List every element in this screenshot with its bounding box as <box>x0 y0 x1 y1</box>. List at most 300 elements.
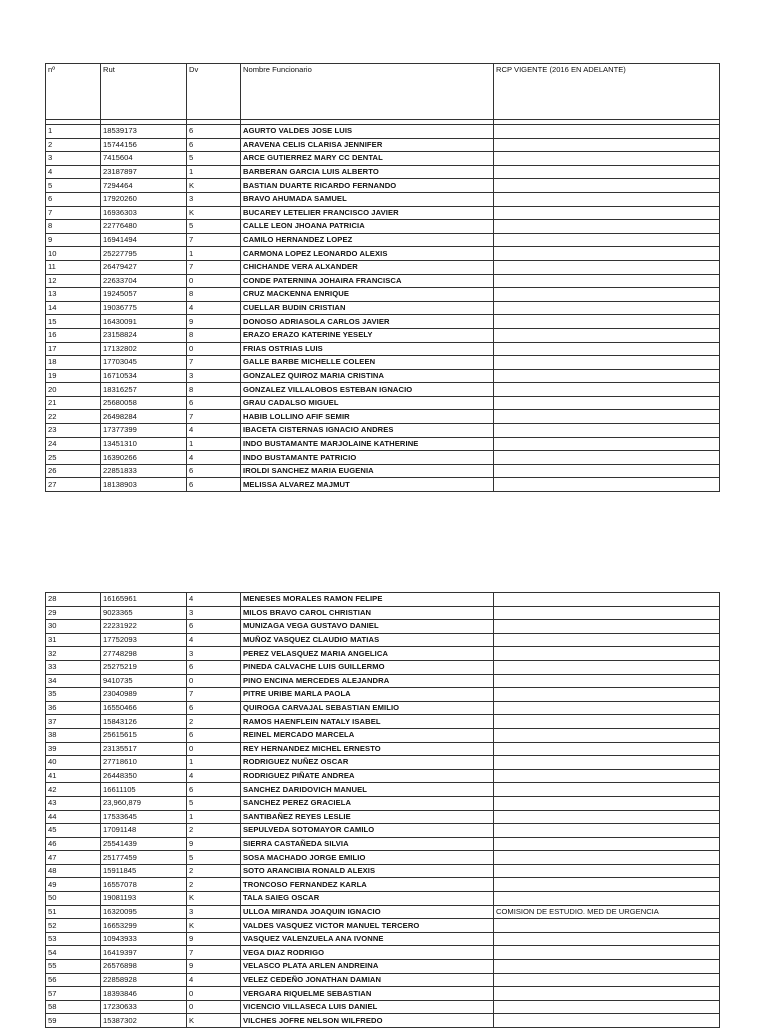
cell-dv: 4 <box>187 424 241 438</box>
cell-dv: K <box>187 892 241 906</box>
cell-number: 25 <box>46 451 101 465</box>
cell-dv: 1 <box>187 810 241 824</box>
cell-name: SANTIBAÑEZ REYES LESLIE <box>241 810 494 824</box>
cell-number: 10 <box>46 247 101 261</box>
cell-rut: 16653299 <box>101 919 187 933</box>
cell-rut: 22851833 <box>101 464 187 478</box>
cell-name: BASTIAN DUARTE RICARDO FERNANDO <box>241 179 494 193</box>
cell-rut: 17230633 <box>101 1000 187 1014</box>
cell-number: 35 <box>46 688 101 702</box>
cell-name: GALLE BARBE MICHELLE COLEEN <box>241 356 494 370</box>
cell-rut: 17703045 <box>101 356 187 370</box>
cell-name: GONZALEZ QUIROZ MARIA CRISTINA <box>241 369 494 383</box>
cell-rut: 22633704 <box>101 274 187 288</box>
table-row <box>46 728 720 742</box>
cell-name: ERAZO ERAZO KATERINE YESELY <box>241 328 494 342</box>
table-1-body <box>46 125 720 492</box>
cell-name: CARMONA LOPEZ LEONARDO ALEXIS <box>241 247 494 261</box>
table-row <box>46 220 720 234</box>
cell-name: SANCHEZ PEREZ GRACIELA <box>241 796 494 810</box>
cell-dv: 0 <box>187 342 241 356</box>
cell-rut: 19081193 <box>101 892 187 906</box>
cell-rcp <box>494 1000 720 1014</box>
cell-number: 55 <box>46 960 101 974</box>
cell-rcp: COMISION DE ESTUDIO. MED DE URGENCIA <box>494 905 720 919</box>
cell-rut: 25680058 <box>101 396 187 410</box>
cell-rut: 16390266 <box>101 451 187 465</box>
cell-name: VALDES VASQUEZ VICTOR MANUEL TERCERO <box>241 919 494 933</box>
table-row <box>46 892 720 906</box>
table-row <box>46 247 720 261</box>
cell-name: INDO BUSTAMANTE PATRICIO <box>241 451 494 465</box>
table-row <box>46 152 720 166</box>
cell-dv: K <box>187 179 241 193</box>
cell-rut: 7415604 <box>101 152 187 166</box>
cell-dv: 0 <box>187 1000 241 1014</box>
cell-dv: 4 <box>187 633 241 647</box>
cell-name: SANCHEZ DARIDOVICH MANUEL <box>241 783 494 797</box>
cell-rut: 16419397 <box>101 946 187 960</box>
cell-number: 43 <box>46 796 101 810</box>
header-number: nº <box>46 64 101 120</box>
cell-rcp <box>494 973 720 987</box>
cell-dv: 5 <box>187 796 241 810</box>
cell-name: VILCHES JOFRE NELSON WILFREDO <box>241 1014 494 1028</box>
table-row <box>46 674 720 688</box>
table-row <box>46 301 720 315</box>
cell-dv: 7 <box>187 233 241 247</box>
cell-number: 11 <box>46 260 101 274</box>
cell-rcp <box>494 260 720 274</box>
table-row <box>46 315 720 329</box>
cell-dv: 9 <box>187 960 241 974</box>
cell-dv: 9 <box>187 837 241 851</box>
cell-rcp <box>494 892 720 906</box>
cell-dv: 2 <box>187 864 241 878</box>
cell-dv: 1 <box>187 756 241 770</box>
cell-rcp <box>494 288 720 302</box>
cell-dv: 3 <box>187 369 241 383</box>
cell-rut: 25615615 <box>101 728 187 742</box>
cell-name: SOTO ARANCIBIA RONALD ALEXIS <box>241 864 494 878</box>
cell-dv: 2 <box>187 824 241 838</box>
cell-name: HABIB LOLLINO AFIF SEMIR <box>241 410 494 424</box>
cell-dv: 6 <box>187 783 241 797</box>
cell-rcp <box>494 660 720 674</box>
cell-rut: 26576898 <box>101 960 187 974</box>
table-row <box>46 932 720 946</box>
cell-rut: 17132802 <box>101 342 187 356</box>
cell-number: 39 <box>46 742 101 756</box>
cell-dv: 8 <box>187 383 241 397</box>
cell-rcp <box>494 328 720 342</box>
cell-dv: 7 <box>187 260 241 274</box>
cell-rcp <box>494 125 720 139</box>
table-row <box>46 606 720 620</box>
cell-name: SOSA MACHADO JORGE EMILIO <box>241 851 494 865</box>
cell-rcp <box>494 715 720 729</box>
cell-rcp <box>494 179 720 193</box>
cell-name: MUÑOZ VASQUEZ CLAUDIO MATIAS <box>241 633 494 647</box>
cell-name: RAMOS HAENFLEIN NATALY ISABEL <box>241 715 494 729</box>
cell-dv: 7 <box>187 946 241 960</box>
cell-rut: 19245057 <box>101 288 187 302</box>
cell-name: TALA SAIEG OSCAR <box>241 892 494 906</box>
cell-dv: 9 <box>187 932 241 946</box>
table-row <box>46 356 720 370</box>
table-row <box>46 973 720 987</box>
cell-dv: 0 <box>187 674 241 688</box>
cell-rut: 25227795 <box>101 247 187 261</box>
cell-rut: 26498284 <box>101 410 187 424</box>
cell-rcp <box>494 410 720 424</box>
table-row <box>46 179 720 193</box>
cell-rcp <box>494 946 720 960</box>
cell-rut: 16710534 <box>101 369 187 383</box>
cell-dv: 5 <box>187 220 241 234</box>
cell-name: VELEZ CEDEÑO JONATHAN DAMIAN <box>241 973 494 987</box>
cell-dv: 4 <box>187 973 241 987</box>
table-row <box>46 138 720 152</box>
cell-rcp <box>494 274 720 288</box>
cell-dv: 6 <box>187 125 241 139</box>
cell-rcp <box>494 824 720 838</box>
cell-rut: 18539173 <box>101 125 187 139</box>
cell-rcp <box>494 851 720 865</box>
cell-number: 34 <box>46 674 101 688</box>
cell-name: REINEL MERCADO MARCELA <box>241 728 494 742</box>
cell-name: VASQUEZ VALENZUELA ANA IVONNE <box>241 932 494 946</box>
cell-number: 32 <box>46 647 101 661</box>
cell-name: DONOSO ADRIASOLA CARLOS JAVIER <box>241 315 494 329</box>
cell-name: PITRE URIBE MARLA PAOLA <box>241 688 494 702</box>
cell-number: 42 <box>46 783 101 797</box>
cell-rut: 25275219 <box>101 660 187 674</box>
table-row <box>46 464 720 478</box>
cell-name: VICENCIO VILLASECA LUIS DANIEL <box>241 1000 494 1014</box>
table-row <box>46 125 720 139</box>
table-row <box>46 633 720 647</box>
cell-number: 23 <box>46 424 101 438</box>
cell-name: PINO ENCINA MERCEDES ALEJANDRA <box>241 674 494 688</box>
cell-number: 15 <box>46 315 101 329</box>
cell-name: VEGA DIAZ RODRIGO <box>241 946 494 960</box>
cell-number: 2 <box>46 138 101 152</box>
cell-number: 13 <box>46 288 101 302</box>
cell-rut: 16165961 <box>101 593 187 607</box>
table-row <box>46 593 720 607</box>
table-row <box>46 851 720 865</box>
cell-rcp <box>494 1014 720 1028</box>
cell-name: GRAU CADALSO MIGUEL <box>241 396 494 410</box>
table-row <box>46 878 720 892</box>
cell-rcp <box>494 783 720 797</box>
cell-dv: 6 <box>187 464 241 478</box>
cell-dv: 3 <box>187 192 241 206</box>
cell-number: 24 <box>46 437 101 451</box>
cell-number: 12 <box>46 274 101 288</box>
staff-table-1 <box>45 63 720 492</box>
cell-rcp <box>494 837 720 851</box>
cell-rut: 16320095 <box>101 905 187 919</box>
cell-number: 7 <box>46 206 101 220</box>
cell-rut: 18316257 <box>101 383 187 397</box>
cell-dv: 3 <box>187 606 241 620</box>
cell-dv: 8 <box>187 328 241 342</box>
cell-number: 1 <box>46 125 101 139</box>
cell-rcp <box>494 593 720 607</box>
cell-dv: 6 <box>187 660 241 674</box>
cell-dv: K <box>187 206 241 220</box>
cell-dv: 6 <box>187 396 241 410</box>
cell-dv: 4 <box>187 769 241 783</box>
cell-number: 52 <box>46 919 101 933</box>
cell-rut: 16941494 <box>101 233 187 247</box>
cell-dv: K <box>187 919 241 933</box>
table-row <box>46 260 720 274</box>
cell-rut: 15911845 <box>101 864 187 878</box>
cell-rut: 17377399 <box>101 424 187 438</box>
cell-name: TRONCOSO FERNANDEZ KARLA <box>241 878 494 892</box>
table-row <box>46 451 720 465</box>
cell-number: 22 <box>46 410 101 424</box>
cell-rcp <box>494 152 720 166</box>
cell-dv: 7 <box>187 688 241 702</box>
cell-rut: 16611105 <box>101 783 187 797</box>
table-row <box>46 864 720 878</box>
cell-number: 5 <box>46 179 101 193</box>
table-row <box>46 1014 720 1028</box>
cell-rcp <box>494 633 720 647</box>
cell-dv: 6 <box>187 728 241 742</box>
cell-dv: 6 <box>187 701 241 715</box>
cell-name: ARAVENA CELIS CLARISA JENNIFER <box>241 138 494 152</box>
cell-number: 49 <box>46 878 101 892</box>
cell-name: ULLOA MIRANDA JOAQUIN IGNACIO <box>241 905 494 919</box>
cell-rut: 27718610 <box>101 756 187 770</box>
cell-number: 58 <box>46 1000 101 1014</box>
cell-dv: 6 <box>187 620 241 634</box>
cell-dv: 1 <box>187 437 241 451</box>
cell-dv: 1 <box>187 165 241 179</box>
cell-number: 8 <box>46 220 101 234</box>
cell-rut: 18138903 <box>101 478 187 492</box>
table-row <box>46 396 720 410</box>
cell-rut: 16557078 <box>101 878 187 892</box>
cell-rcp <box>494 701 720 715</box>
cell-rcp <box>494 919 720 933</box>
cell-rut: 17752093 <box>101 633 187 647</box>
cell-number: 45 <box>46 824 101 838</box>
cell-rcp <box>494 796 720 810</box>
table-row <box>46 810 720 824</box>
header-name: Nombre Funcionario <box>241 64 494 120</box>
cell-rut: 17091148 <box>101 824 187 838</box>
cell-rut: 22858928 <box>101 973 187 987</box>
cell-number: 19 <box>46 369 101 383</box>
table-row <box>46 410 720 424</box>
cell-rcp <box>494 606 720 620</box>
cell-name: MILOS BRAVO CAROL CHRISTIAN <box>241 606 494 620</box>
cell-name: BUCAREY LETELIER FRANCISCO JAVIER <box>241 206 494 220</box>
table-2-body <box>46 593 720 1028</box>
table-row <box>46 742 720 756</box>
cell-name: PINEDA CALVACHE LUIS GUILLERMO <box>241 660 494 674</box>
header-dv: Dv <box>187 64 241 120</box>
table-row <box>46 960 720 974</box>
cell-rut: 26479427 <box>101 260 187 274</box>
cell-number: 26 <box>46 464 101 478</box>
cell-rcp <box>494 396 720 410</box>
cell-name: IBACETA CISTERNAS IGNACIO ANDRES <box>241 424 494 438</box>
cell-name: MENESES MORALES RAMON FELIPE <box>241 593 494 607</box>
cell-name: SIERRA CASTAÑEDA SILVIA <box>241 837 494 851</box>
cell-rcp <box>494 342 720 356</box>
cell-name: BARBERAN GARCIA LUIS ALBERTO <box>241 165 494 179</box>
cell-name: BRAVO AHUMADA SAMUEL <box>241 192 494 206</box>
cell-rut: 9023365 <box>101 606 187 620</box>
cell-rcp <box>494 688 720 702</box>
cell-rcp <box>494 756 720 770</box>
table-row <box>46 342 720 356</box>
table-row <box>46 783 720 797</box>
table-row <box>46 647 720 661</box>
table-row <box>46 206 720 220</box>
cell-rut: 16550466 <box>101 701 187 715</box>
cell-rcp <box>494 864 720 878</box>
table-row <box>46 233 720 247</box>
cell-name: REY HERNANDEZ MICHEL ERNESTO <box>241 742 494 756</box>
table-row <box>46 905 720 919</box>
header-rcp: RCP VIGENTE (2016 EN ADELANTE) <box>494 64 720 120</box>
table-row <box>46 701 720 715</box>
cell-number: 37 <box>46 715 101 729</box>
cell-rcp <box>494 220 720 234</box>
cell-dv: 4 <box>187 301 241 315</box>
table-row <box>46 328 720 342</box>
cell-number: 47 <box>46 851 101 865</box>
cell-dv: 3 <box>187 905 241 919</box>
cell-rut: 23040989 <box>101 688 187 702</box>
table-row <box>46 987 720 1001</box>
cell-rut: 26448350 <box>101 769 187 783</box>
cell-number: 14 <box>46 301 101 315</box>
cell-rut: 16430091 <box>101 315 187 329</box>
cell-rcp <box>494 451 720 465</box>
table-row <box>46 769 720 783</box>
cell-name: QUIROGA CARVAJAL SEBASTIAN EMILIO <box>241 701 494 715</box>
cell-dv: 2 <box>187 715 241 729</box>
cell-dv: 4 <box>187 451 241 465</box>
cell-number: 16 <box>46 328 101 342</box>
table-row <box>46 478 720 492</box>
cell-name: VELASCO PLATA ARLEN ANDREINA <box>241 960 494 974</box>
cell-rut: 18393846 <box>101 987 187 1001</box>
cell-number: 36 <box>46 701 101 715</box>
table-row <box>46 369 720 383</box>
cell-dv: 0 <box>187 742 241 756</box>
cell-name: GONZALEZ VILLALOBOS ESTEBAN IGNACIO <box>241 383 494 397</box>
table-row <box>46 620 720 634</box>
cell-name: RODRIGUEZ NUÑEZ OSCAR <box>241 756 494 770</box>
cell-rut: 19036775 <box>101 301 187 315</box>
cell-rcp <box>494 233 720 247</box>
table-row <box>46 383 720 397</box>
cell-rut: 15843126 <box>101 715 187 729</box>
cell-rcp <box>494 769 720 783</box>
cell-dv: 7 <box>187 410 241 424</box>
cell-name: MUNIZAGA VEGA GUSTAVO DANIEL <box>241 620 494 634</box>
cell-number: 50 <box>46 892 101 906</box>
cell-rcp <box>494 424 720 438</box>
cell-rcp <box>494 383 720 397</box>
staff-table-2 <box>45 592 720 1028</box>
header-rut: Rut <box>101 64 187 120</box>
cell-name: CONDE PATERNINA JOHAIRA FRANCISCA <box>241 274 494 288</box>
cell-rcp <box>494 878 720 892</box>
cell-rcp <box>494 620 720 634</box>
cell-name: INDO BUSTAMANTE MARJOLAINE KATHERINE <box>241 437 494 451</box>
cell-number: 51 <box>46 905 101 919</box>
cell-name: CHICHANDE VERA ALXANDER <box>241 260 494 274</box>
cell-dv: 0 <box>187 274 241 288</box>
cell-rcp <box>494 464 720 478</box>
table-row <box>46 192 720 206</box>
cell-number: 54 <box>46 946 101 960</box>
cell-number: 46 <box>46 837 101 851</box>
cell-rcp <box>494 192 720 206</box>
cell-rcp <box>494 728 720 742</box>
cell-number: 6 <box>46 192 101 206</box>
table-row <box>46 660 720 674</box>
cell-rcp <box>494 932 720 946</box>
cell-number: 56 <box>46 973 101 987</box>
cell-number: 41 <box>46 769 101 783</box>
cell-number: 3 <box>46 152 101 166</box>
cell-rut: 23135517 <box>101 742 187 756</box>
cell-name: FRIAS OSTRIAS LUIS <box>241 342 494 356</box>
cell-rcp <box>494 165 720 179</box>
cell-number: 21 <box>46 396 101 410</box>
cell-dv: 7 <box>187 356 241 370</box>
cell-rut: 13451310 <box>101 437 187 451</box>
cell-rut: 7294464 <box>101 179 187 193</box>
table-row <box>46 1000 720 1014</box>
cell-rut: 15387302 <box>101 1014 187 1028</box>
cell-number: 17 <box>46 342 101 356</box>
cell-number: 40 <box>46 756 101 770</box>
cell-name: CALLE LEON JHOANA PATRICIA <box>241 220 494 234</box>
table-row <box>46 946 720 960</box>
cell-name: ARCE GUTIERREZ MARY CC DENTAL <box>241 152 494 166</box>
cell-rcp <box>494 315 720 329</box>
cell-number: 31 <box>46 633 101 647</box>
cell-rcp <box>494 742 720 756</box>
cell-dv: 6 <box>187 478 241 492</box>
cell-dv: 9 <box>187 315 241 329</box>
table-row <box>46 715 720 729</box>
cell-rcp <box>494 369 720 383</box>
cell-rut: 17533645 <box>101 810 187 824</box>
cell-number: 4 <box>46 165 101 179</box>
cell-rcp <box>494 674 720 688</box>
cell-number: 44 <box>46 810 101 824</box>
cell-rut: 23187897 <box>101 165 187 179</box>
cell-number: 20 <box>46 383 101 397</box>
cell-rcp <box>494 206 720 220</box>
cell-number: 27 <box>46 478 101 492</box>
cell-rcp <box>494 478 720 492</box>
